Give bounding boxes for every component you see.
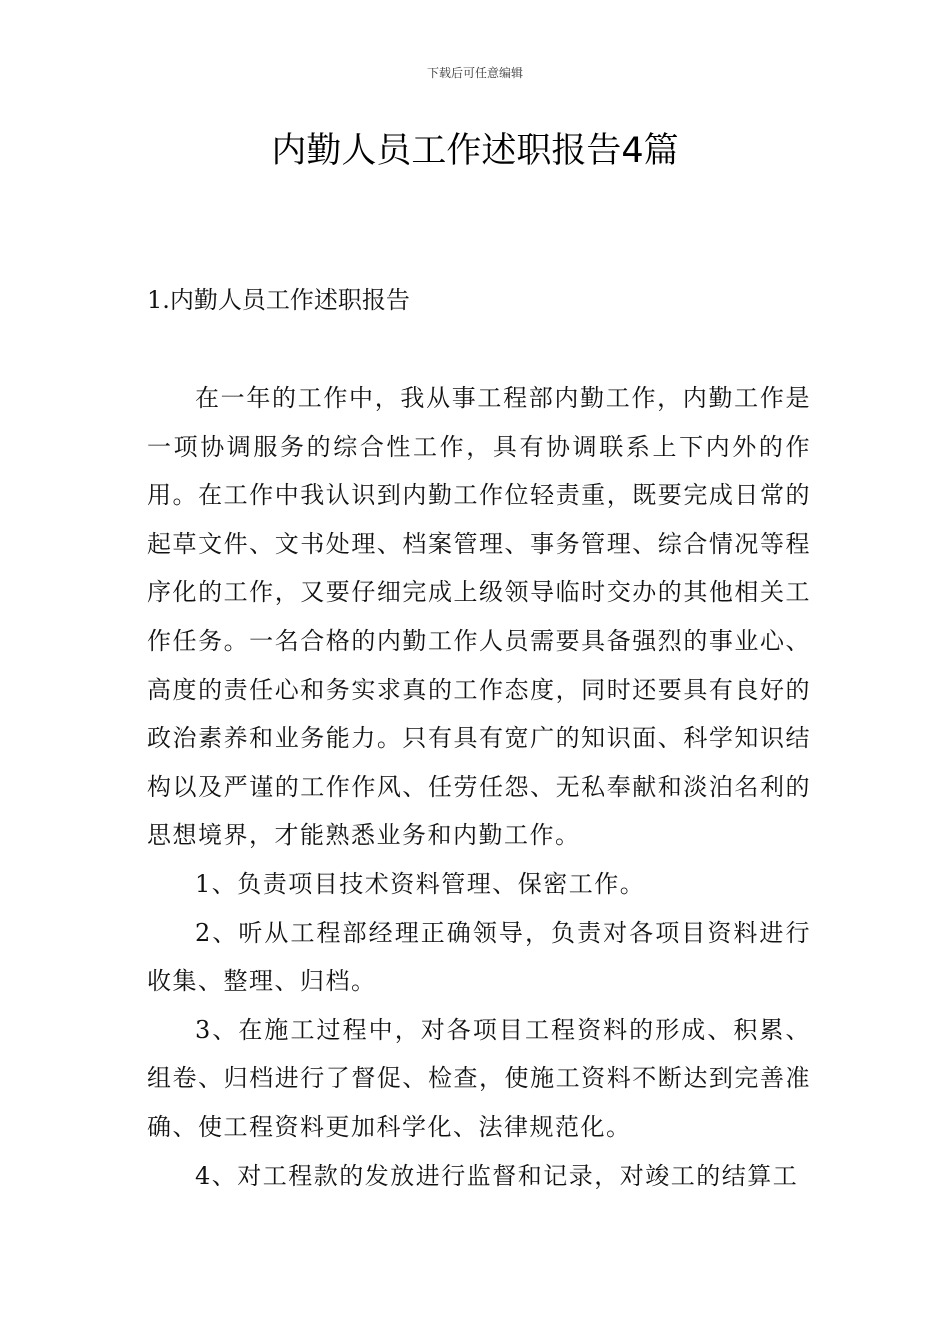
- body-paragraph: 在一年的工作中，我从事工程部内勤工作，内勤工作是一项协调服务的综合性工作，具有协调联系上下内外的作用。在工作中我认识到内勤工作位轻责重，既要完成日常的起草文件、文书处理、档案管理、事务管理、综合情况等程序化的工作，又要仔细完成上级领导临时交办的其他相关工作任务。一名合格的内勤工作人员需要具备强烈的事业心、高度的责任心和务实求真的工作态度，同时还要具有良好的政治素养和业务能力。只有具有宽广的知识面、科学知识结构以及严谨的工作作风、任劳任怨、无私奉献和淡泊名利的思想境界，才能熟悉业务和内勤工作。: [147, 384, 811, 850]
- page-header-note: 下载后可任意编辑: [426, 66, 523, 80]
- body-paragraph: 4、对工程款的发放进行监督和记录，对竣工的结算工: [195, 1161, 799, 1190]
- document-body: [147, 374, 811, 1200]
- body-paragraph: 3、在施工过程中，对各项目工程资料的形成、积累、组卷、归档进行了督促、检查，使施工资料不断达到完善准确、使工程资料更加科学化、法律规范化。: [147, 1015, 811, 1141]
- document-title: 内勤人员工作述职报告4篇: [271, 131, 679, 171]
- body-paragraph: 1、负责项目技术资料管理、保密工作。: [195, 869, 646, 898]
- section-heading: 1.内勤人员工作述职报告: [147, 286, 410, 314]
- body-paragraph: 2、听从工程部经理正确领导，负责对各项目资料进行收集、整理、归档。: [147, 918, 811, 996]
